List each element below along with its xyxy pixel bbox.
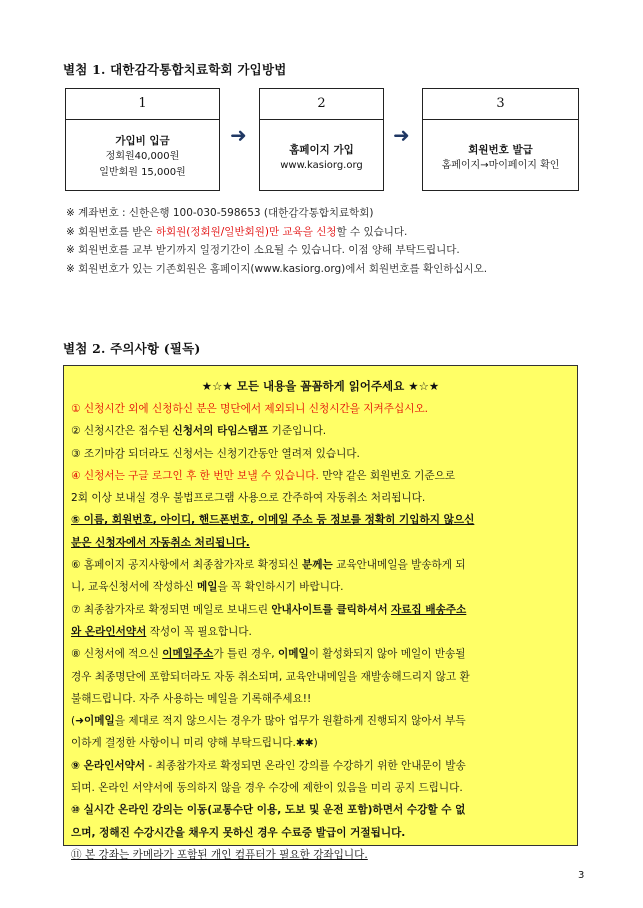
step-box-1: [65, 88, 220, 191]
notice-line: ① 신청시간 외에 신청하신 분은 명단에서 제외되니 신청시간을 지켜주십시오.: [71, 403, 429, 415]
step-number: 2: [260, 89, 383, 120]
notice-line: 와 온라인서약서 작성이 꼭 필요합니다.: [71, 625, 252, 638]
notice-line: 분은 신청자에서 자동취소 처리됩니다.: [71, 536, 250, 549]
step-box-3: [422, 88, 579, 191]
notice-box: [63, 365, 578, 861]
note-existing-member: ※ 회원번호가 있는 기존회원은 홈페이지(www.kasiorg.org)에서 회원번호를 확인하십시오.: [66, 262, 488, 275]
step-box-2: [259, 88, 384, 191]
step-detail: 일반회원 15,000원: [99, 167, 186, 178]
notice-line: ⑩ 실시간 온라인 강의는 이동(교통수단 이용, 도보 및 운전 포함)하면서 수강할 수 없: [71, 804, 466, 817]
step-number: 1: [66, 89, 219, 120]
step-detail: www.kasiorg.org: [280, 160, 363, 171]
notice-header: ★☆★ 모든 내용을 꼼꼼하게 읽어주세요 ★☆★: [201, 379, 440, 393]
step-title: 홈페이지 가입: [289, 144, 354, 156]
notice-line: 되며. 온라인 서약서에 동의하지 않을 경우 수강에 제한이 있음을 미리 공지 드립니다.: [71, 782, 463, 795]
notice-line: 이하게 결정한 사항이니 미리 양해 부탁드립니다.✱✱): [71, 737, 318, 750]
note-delay: ※ 회원번호를 교부 받기까지 일정기간이 소요될 수 있습니다. 이점 양해 부탁드립니다.: [66, 244, 460, 256]
notice-line: 으며, 정해진 수강시간을 채우지 못하신 경우 수료증 발급이 거절됩니다.: [71, 826, 406, 839]
step-detail: 홈페이지→마이페이지 확인: [441, 160, 560, 171]
notice-line: ③ 조기마감 되더라도 신청서는 신청기간동안 열려져 있습니다.: [71, 447, 360, 460]
notice-line: ⑧ 신청서에 적으신 이메일주소가 틀린 경우, 이메일이 활성화되지 않아 메일이 반송될: [71, 648, 466, 661]
notice-line: ⑤ 이름, 회원번호, 아이디, 핸드폰번호, 이메일 주소 등 정보를 정확히 기입하지 않으신: [71, 514, 475, 527]
notice-line: ⑨ 온라인서약서 - 최종참가자로 확정되면 온라인 강의를 수강하기 위한 안내문이 발송: [71, 759, 466, 772]
notice-line: 2회 이상 보내실 경우 불법프로그램 사용으로 간주하여 자동취소 처리됩니다.: [71, 492, 426, 505]
notes-list: [66, 204, 487, 278]
note-account: ※ 계좌번호 : 신한은행 100-030-598653 (대한감각통합치료학회): [66, 207, 374, 219]
step-detail: 정회원40,000원: [105, 151, 180, 162]
notice-line: 경우 최종명단에 포함되더라도 자동 취소되며, 교육안내메일을 재발송해드리지 않고 환: [71, 670, 470, 683]
notice-line: (➜이메일을 제대로 적지 않으시는 경우가 많아 업무가 원활하게 진행되지 않아서 부득: [71, 715, 466, 728]
notice-line: 불해드립니다. 자주 사용하는 메일을 기록해주세요!!: [71, 692, 312, 705]
note-member-only: ※ 회원번호를 받은 하회원(정회원/일반회원)만 교육을 신청할 수 있습니다.: [66, 225, 408, 238]
notice-line: ⑪ 본 강좌는 카메라가 포함된 개인 컴퓨터가 필요한 강좌입니다.: [71, 848, 368, 861]
notice-line: ② 신청시간은 접수된 신청서의 타임스탬프 기준입니다.: [71, 425, 327, 438]
step-title: 가입비 입금: [115, 135, 170, 147]
page-number: 3: [578, 870, 585, 881]
arrow-right-icon: ➜: [230, 123, 247, 147]
section1-title: 별첨 1. 대한감각통합치료학회 가입방법: [63, 62, 287, 77]
step-number: 3: [423, 89, 578, 120]
step-title: 회원번호 발급: [468, 144, 533, 156]
notice-line: ⑦ 최종참가자로 확정되면 메일로 보내드린 안내사이트를 클릭하셔서 자료집 배송주소: [71, 603, 467, 616]
section2-title: 별첨 2. 주의사항 (필독): [63, 341, 201, 356]
arrow-right-icon: ➜: [393, 123, 410, 147]
notice-line: 니, 교육신청서에 작성하신 메일을 꼭 확인하시기 바랍니다.: [71, 581, 344, 594]
notice-line: ④ 신청서는 구글 로그인 후 한 번만 보낼 수 있습니다. 만약 같은 회원번호 기준으로: [71, 469, 456, 482]
notice-line: ⑥ 홈페이지 공지사항에서 최종참가자로 확정되신 분께는 교육안내메일을 발송하게 되: [71, 559, 466, 572]
